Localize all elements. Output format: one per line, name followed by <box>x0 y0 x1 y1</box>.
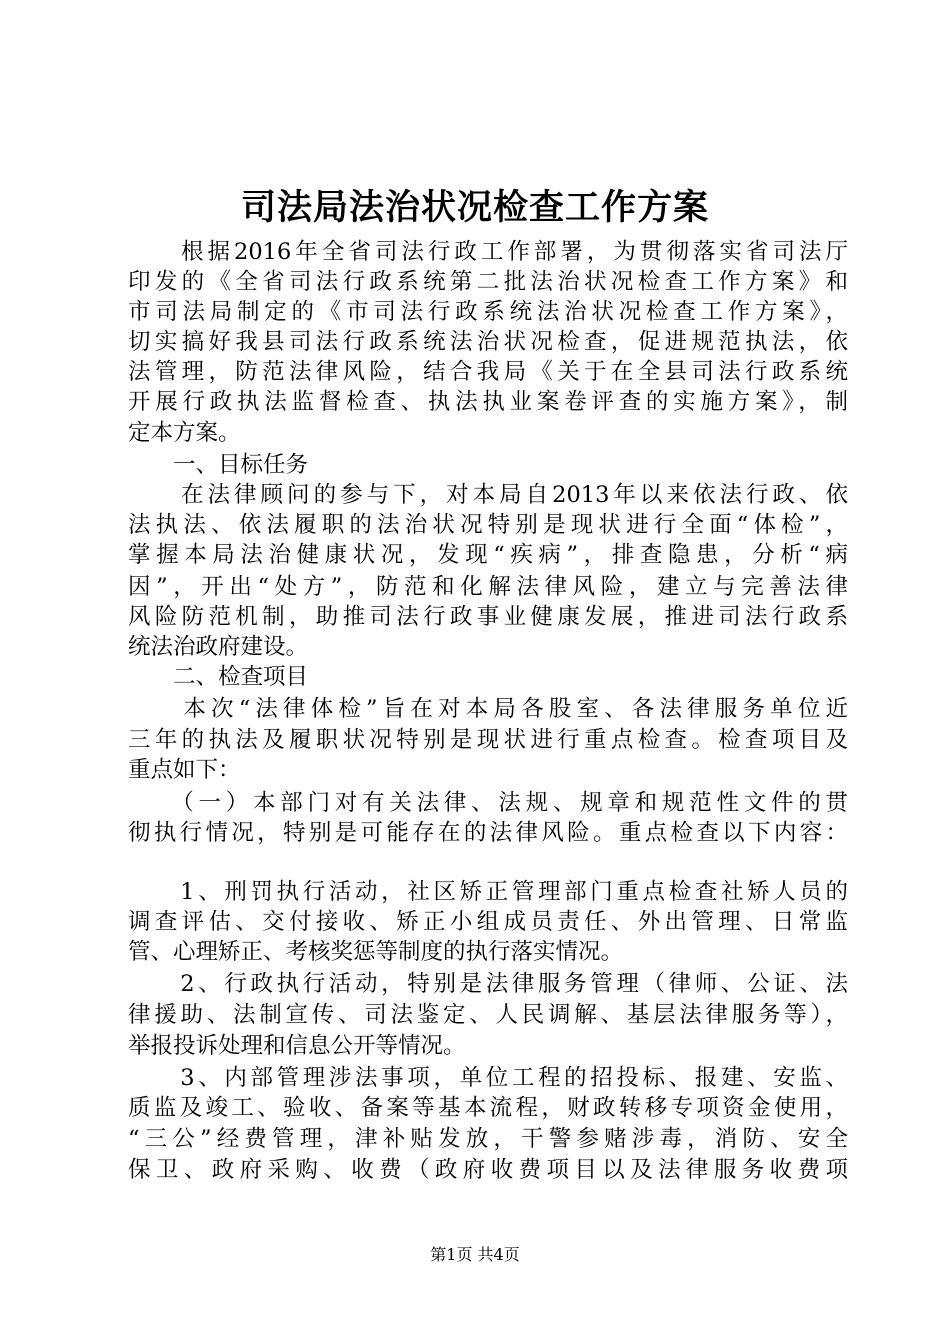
body-line: 掌握本局法治健康状况，发现“疾病”，排查隐患，分析“病 <box>128 542 848 568</box>
body-line: 法执法、依法履职的法治状况特别是现状进行全面“体检”， <box>128 512 848 538</box>
body-line: 三年的执法及履职状况特别是现状进行重点检查。检查项目及 <box>128 727 848 753</box>
body-line: 质监及竣工、验收、备案等基本流程，财政转移专项资金使用， <box>128 1095 848 1121</box>
body-line: 定本方案。 <box>128 420 241 446</box>
page-number: 第1页 共4页 <box>430 1245 520 1264</box>
body-line: 举报投诉处理和信息公开等情况。 <box>128 1033 466 1059</box>
body-line: （一）本部门对有关法律、法规、规章和规范性文件的贯 <box>128 790 848 816</box>
body-line: 重点如下： <box>128 757 241 783</box>
body-line: 印发的《全省司法行政系统第二批法治状况检查工作方案》和 <box>128 269 848 295</box>
body-line: 律援助、法制宣传、司法鉴定、人民调解、基层法律服务等）， <box>128 1002 848 1028</box>
section-heading: 一、目标任务 <box>128 452 309 478</box>
body-line: 调查评估、交付接收、矫正小组成员责任、外出管理、日常监 <box>128 909 848 935</box>
body-line: 管、心理矫正、考核奖惩等制度的执行落实情况。 <box>128 939 624 965</box>
body-line: 本次“法律体检”旨在对本局各股室、各法律服务单位近 <box>128 696 848 722</box>
section-heading: 二、检查项目 <box>128 664 309 690</box>
body-line: 彻执行情况，特别是可能存在的法律风险。重点检查以下内容： <box>128 820 848 846</box>
body-line: “三公”经费管理，津补贴发放，干警参赌涉毒，消防、安全 <box>128 1126 848 1152</box>
body-line: 根据2016年全省司法行政工作部署，为贯彻落实省司法厅 <box>128 239 848 265</box>
body-line: 1、刑罚执行活动，社区矫正管理部门重点检查社矫人员的 <box>128 879 848 905</box>
body-line: 保卫、政府采购、收费（政府收费项目以及法律服务收费项 <box>128 1157 848 1183</box>
body-line: 因”，开出“处方”，防范和化解法律风险，建立与完善法律 <box>128 574 848 600</box>
body-line: 开展行政执法监督检查、执法执业案卷评查的实施方案》，制 <box>128 389 848 415</box>
body-line: 切实搞好我县司法行政系统法治状况检查，促进规范执法，依 <box>128 329 848 355</box>
document-title: 司法局法治状况检查工作方案 <box>240 187 709 228</box>
body-line: 统法治政府建设。 <box>128 634 309 660</box>
body-line: 风险防范机制，助推司法行政事业健康发展，推进司法行政系 <box>128 604 848 630</box>
body-line: 2、行政执行活动，特别是法律服务管理（律师、公证、法 <box>128 971 848 997</box>
body-line: 在法律顾问的参与下，对本局自2013年以来依法行政、依 <box>128 482 848 508</box>
body-line: 市司法局制定的《市司法行政系统法治状况检查工作方案》， <box>128 299 848 325</box>
body-line: 法管理，防范法律风险，结合我局《关于在全县司法行政系统 <box>128 359 848 385</box>
body-line: 3、内部管理涉法事项，单位工程的招投标、报建、安监、 <box>128 1065 848 1091</box>
